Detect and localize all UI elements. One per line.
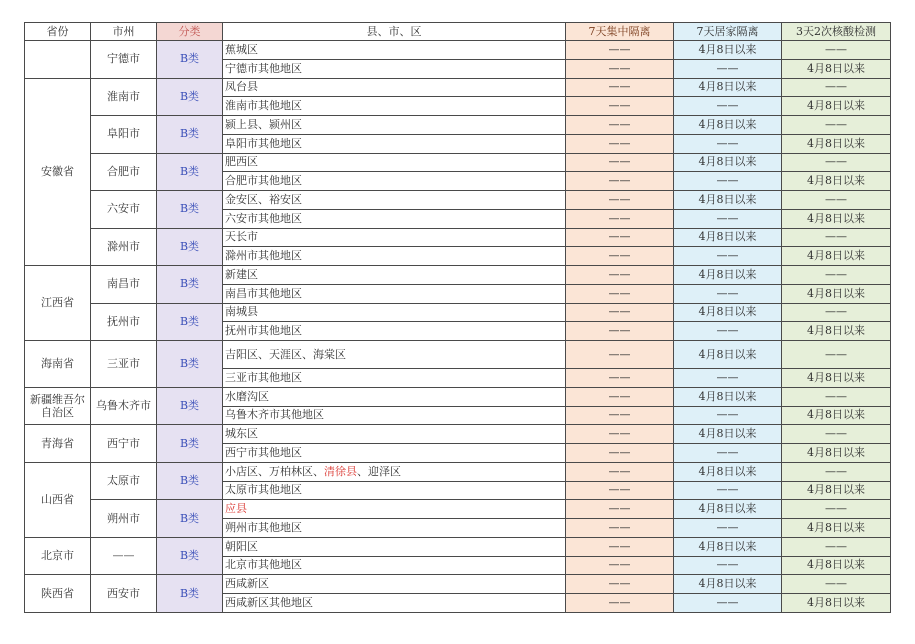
test-cell: 4月8日以来 (782, 369, 891, 388)
area-cell: 肥西区 (223, 153, 566, 172)
home-quarantine-cell: 4月8日以来 (674, 41, 782, 60)
header-area: 县、市、区 (223, 23, 566, 41)
class-cell: B类 (157, 78, 223, 116)
table-row (25, 537, 891, 556)
central-quarantine-cell: —— (566, 594, 674, 613)
area-cell: 蕉城区 (223, 41, 566, 60)
central-quarantine-cell: —— (566, 172, 674, 191)
central-quarantine-cell: —— (566, 247, 674, 266)
area-cell: 新建区 (223, 266, 566, 285)
class-cell: B类 (157, 341, 223, 388)
city-cell: 西宁市 (91, 425, 157, 463)
area-cell: 吉阳区、天涯区、海棠区 (223, 341, 566, 369)
test-cell: 4月8日以来 (782, 444, 891, 463)
test-cell: 4月8日以来 (782, 519, 891, 538)
header-3day-2-tests: 3天2次核酸检测 (782, 23, 891, 41)
province-cell: 山西省 (25, 462, 91, 537)
test-cell: —— (782, 462, 891, 481)
home-quarantine-cell: —— (674, 481, 782, 500)
area-text: 小店区、万柏林区、 (225, 464, 324, 478)
area-cell: 西咸新区 (223, 575, 566, 594)
city-cell: 南昌市 (91, 266, 157, 304)
class-cell: B类 (157, 537, 223, 575)
test-cell: —— (782, 341, 891, 369)
risk-area-table-container (24, 22, 890, 613)
home-quarantine-cell: 4月8日以来 (674, 341, 782, 369)
table-row (25, 116, 891, 135)
home-quarantine-cell: 4月8日以来 (674, 228, 782, 247)
class-cell: B类 (157, 191, 223, 229)
province-cell: 北京市 (25, 537, 91, 575)
city-cell: 合肥市 (91, 153, 157, 191)
home-quarantine-cell: —— (674, 209, 782, 228)
table-row (25, 266, 891, 285)
risk-area-table (24, 22, 891, 613)
table-row (25, 425, 891, 444)
test-cell: —— (782, 228, 891, 247)
area-cell: 颍上县、颍州区 (223, 116, 566, 135)
area-cell: 南城县 (223, 303, 566, 322)
central-quarantine-cell: —— (566, 462, 674, 481)
central-quarantine-cell: —— (566, 153, 674, 172)
class-cell: B类 (157, 153, 223, 191)
city-cell: 乌鲁木齐市 (91, 387, 157, 425)
home-quarantine-cell: 4月8日以来 (674, 153, 782, 172)
area-cell: 西咸新区其他地区 (223, 594, 566, 613)
home-quarantine-cell: 4月8日以来 (674, 575, 782, 594)
province-cell: 江西省 (25, 266, 91, 341)
header-7day-home-quarantine: 7天居家隔离 (674, 23, 782, 41)
test-cell: 4月8日以来 (782, 134, 891, 153)
test-cell: 4月8日以来 (782, 594, 891, 613)
area-cell: 北京市其他地区 (223, 556, 566, 575)
table-row (25, 153, 891, 172)
central-quarantine-cell: —— (566, 303, 674, 322)
home-quarantine-cell: 4月8日以来 (674, 537, 782, 556)
central-quarantine-cell: —— (566, 341, 674, 369)
city-cell: 淮南市 (91, 78, 157, 116)
table-row (25, 387, 891, 406)
test-cell: —— (782, 266, 891, 285)
test-cell: 4月8日以来 (782, 284, 891, 303)
area-cell (223, 462, 566, 481)
test-cell: —— (782, 575, 891, 594)
home-quarantine-cell: 4月8日以来 (674, 116, 782, 135)
table-row (25, 462, 891, 481)
area-cell: 阜阳市其他地区 (223, 134, 566, 153)
area-cell: 抚州市其他地区 (223, 322, 566, 341)
test-cell: —— (782, 41, 891, 60)
central-quarantine-cell: —— (566, 191, 674, 210)
test-cell: 4月8日以来 (782, 209, 891, 228)
table-row (25, 575, 891, 594)
central-quarantine-cell: —— (566, 322, 674, 341)
city-cell: 朔州市 (91, 500, 157, 538)
central-quarantine-cell: —— (566, 41, 674, 60)
home-quarantine-cell: —— (674, 172, 782, 191)
class-cell: B类 (157, 575, 223, 613)
home-quarantine-cell: —— (674, 322, 782, 341)
area-cell: 朝阳区 (223, 537, 566, 556)
central-quarantine-cell: —— (566, 266, 674, 285)
area-cell: 乌鲁木齐市其他地区 (223, 406, 566, 425)
province-cell: 新疆维吾尔自治区 (25, 387, 91, 425)
test-cell: 4月8日以来 (782, 247, 891, 266)
test-cell: 4月8日以来 (782, 59, 891, 78)
central-quarantine-cell: —— (566, 519, 674, 538)
home-quarantine-cell: —— (674, 406, 782, 425)
central-quarantine-cell: —— (566, 78, 674, 97)
header-7day-central-quarantine: 7天集中隔离 (566, 23, 674, 41)
test-cell: —— (782, 500, 891, 519)
city-cell: 六安市 (91, 191, 157, 229)
home-quarantine-cell: 4月8日以来 (674, 500, 782, 519)
area-cell: 城东区 (223, 425, 566, 444)
class-cell: B类 (157, 116, 223, 154)
test-cell: —— (782, 191, 891, 210)
area-cell-highlighted: 应县 (223, 500, 566, 519)
central-quarantine-cell: —— (566, 387, 674, 406)
home-quarantine-cell: 4月8日以来 (674, 191, 782, 210)
table-row (25, 341, 891, 369)
city-cell: 三亚市 (91, 341, 157, 388)
home-quarantine-cell: —— (674, 369, 782, 388)
test-cell: 4月8日以来 (782, 322, 891, 341)
city-cell: 抚州市 (91, 303, 157, 341)
table-row (25, 191, 891, 210)
test-cell: 4月8日以来 (782, 556, 891, 575)
home-quarantine-cell: —— (674, 284, 782, 303)
home-quarantine-cell: 4月8日以来 (674, 425, 782, 444)
central-quarantine-cell: —— (566, 556, 674, 575)
header-row (25, 23, 891, 41)
central-quarantine-cell: —— (566, 500, 674, 519)
city-cell: 西安市 (91, 575, 157, 613)
area-cell: 天长市 (223, 228, 566, 247)
class-cell: B类 (157, 41, 223, 79)
central-quarantine-cell: —— (566, 406, 674, 425)
city-cell: 阜阳市 (91, 116, 157, 154)
test-cell: —— (782, 387, 891, 406)
central-quarantine-cell: —— (566, 134, 674, 153)
province-cell (25, 41, 91, 79)
area-cell: 太原市其他地区 (223, 481, 566, 500)
central-quarantine-cell: —— (566, 481, 674, 500)
province-cell: 陕西省 (25, 575, 91, 613)
area-cell: 滁州市其他地区 (223, 247, 566, 266)
home-quarantine-cell: —— (674, 247, 782, 266)
test-cell: —— (782, 78, 891, 97)
central-quarantine-cell: —— (566, 444, 674, 463)
test-cell: —— (782, 116, 891, 135)
table-row (25, 500, 891, 519)
home-quarantine-cell: —— (674, 594, 782, 613)
test-cell: —— (782, 537, 891, 556)
test-cell: —— (782, 425, 891, 444)
central-quarantine-cell: —— (566, 116, 674, 135)
area-cell: 水磨沟区 (223, 387, 566, 406)
class-cell: B类 (157, 462, 223, 500)
test-cell: 4月8日以来 (782, 97, 891, 116)
test-cell: 4月8日以来 (782, 172, 891, 191)
class-cell: B类 (157, 425, 223, 463)
central-quarantine-cell: —— (566, 228, 674, 247)
home-quarantine-cell: —— (674, 519, 782, 538)
table-row (25, 228, 891, 247)
city-cell: 滁州市 (91, 228, 157, 266)
test-cell: —— (782, 153, 891, 172)
area-text-highlighted: 清徐县 (324, 464, 357, 478)
province-cell: 海南省 (25, 341, 91, 388)
home-quarantine-cell: —— (674, 444, 782, 463)
area-cell: 南昌市其他地区 (223, 284, 566, 303)
area-cell: 合肥市其他地区 (223, 172, 566, 191)
class-cell: B类 (157, 228, 223, 266)
home-quarantine-cell: —— (674, 59, 782, 78)
area-cell: 三亚市其他地区 (223, 369, 566, 388)
area-cell: 六安市其他地区 (223, 209, 566, 228)
home-quarantine-cell: 4月8日以来 (674, 78, 782, 97)
home-quarantine-cell: 4月8日以来 (674, 462, 782, 481)
central-quarantine-cell: —— (566, 209, 674, 228)
test-cell: 4月8日以来 (782, 406, 891, 425)
central-quarantine-cell: —— (566, 537, 674, 556)
home-quarantine-cell: —— (674, 97, 782, 116)
central-quarantine-cell: —— (566, 425, 674, 444)
city-cell: —— (91, 537, 157, 575)
city-cell: 宁德市 (91, 41, 157, 79)
test-cell: —— (782, 303, 891, 322)
central-quarantine-cell: —— (566, 284, 674, 303)
area-cell: 金安区、裕安区 (223, 191, 566, 210)
province-cell: 青海省 (25, 425, 91, 463)
header-city: 市州 (91, 23, 157, 41)
area-cell: 西宁市其他地区 (223, 444, 566, 463)
area-cell: 淮南市其他地区 (223, 97, 566, 116)
central-quarantine-cell: —— (566, 59, 674, 78)
table-row (25, 303, 891, 322)
header-province: 省份 (25, 23, 91, 41)
home-quarantine-cell: 4月8日以来 (674, 266, 782, 285)
test-cell: 4月8日以来 (782, 481, 891, 500)
class-cell: B类 (157, 500, 223, 538)
area-cell: 朔州市其他地区 (223, 519, 566, 538)
central-quarantine-cell: —— (566, 369, 674, 388)
class-cell: B类 (157, 303, 223, 341)
area-text: 、迎泽区 (357, 464, 401, 478)
class-cell: B类 (157, 266, 223, 304)
home-quarantine-cell: —— (674, 134, 782, 153)
city-cell: 太原市 (91, 462, 157, 500)
home-quarantine-cell: 4月8日以来 (674, 303, 782, 322)
central-quarantine-cell: —— (566, 97, 674, 116)
central-quarantine-cell: —— (566, 575, 674, 594)
table-row (25, 41, 891, 60)
area-cell: 宁德市其他地区 (223, 59, 566, 78)
home-quarantine-cell: 4月8日以来 (674, 387, 782, 406)
table-row (25, 78, 891, 97)
class-cell: B类 (157, 387, 223, 425)
area-cell: 凤台县 (223, 78, 566, 97)
province-cell: 安徽省 (25, 78, 91, 266)
home-quarantine-cell: —— (674, 556, 782, 575)
header-class: 分类 (157, 23, 223, 41)
